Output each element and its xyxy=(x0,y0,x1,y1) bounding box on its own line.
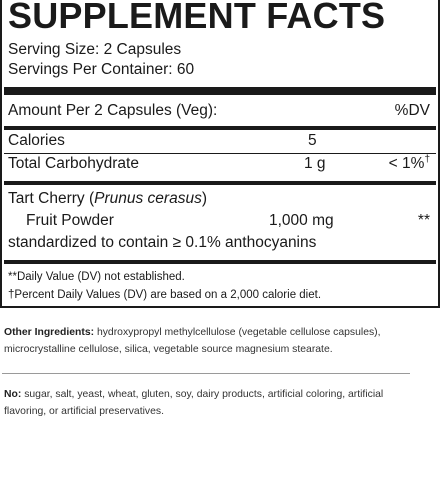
section-divider xyxy=(2,373,410,374)
medium-rule xyxy=(4,126,436,130)
standardization-note: standardized to contain ≥ 0.1% anthocyanins xyxy=(8,234,317,251)
serving-size: Serving Size: 2 Capsules xyxy=(8,41,182,58)
tart-cherry-suffix: ) xyxy=(201,190,207,207)
carbohydrate-label: Total Carbohydrate xyxy=(8,155,139,172)
tart-cherry-latin: Prunus cerasus xyxy=(94,190,202,207)
tart-cherry-name xyxy=(8,189,207,209)
other-ingredients xyxy=(4,324,424,358)
medium-rule-3 xyxy=(4,260,436,264)
free-from-text: sugar, salt, yeast, wheat, gluten, soy, dairy products, artificial coloring, artificial flavoring, or artificial preservatives. xyxy=(4,389,384,417)
dagger-mark: † xyxy=(424,153,430,165)
thick-rule xyxy=(4,87,436,95)
calories-label: Calories xyxy=(8,132,65,149)
servings-per-container: Servings Per Container: 60 xyxy=(8,61,195,78)
tart-cherry-dv: ** xyxy=(417,212,430,229)
carbohydrate-amount: 1 g xyxy=(304,155,326,172)
medium-rule-2 xyxy=(4,181,436,185)
carbohydrate-dv-value: < 1% xyxy=(388,155,425,172)
other-ingredients-label: Other Ingredients: xyxy=(4,327,95,338)
panel-title: SUPPLEMENT FACTS xyxy=(8,0,386,36)
footnote-daily-values: †Percent Daily Values (DV) are based on a 2,000 calorie diet. xyxy=(8,289,322,301)
calories-amount: 5 xyxy=(308,132,317,149)
free-from-list xyxy=(4,386,424,420)
tart-cherry-prefix: Tart Cherry ( xyxy=(8,190,95,207)
fruit-powder-label: Fruit Powder xyxy=(26,212,114,229)
dv-header: %DV xyxy=(394,102,430,119)
carbohydrate-dv xyxy=(389,154,430,174)
footnote-dv-not-established: **Daily Value (DV) not established. xyxy=(8,271,185,283)
free-from-label: No: xyxy=(4,389,22,400)
other-ingredients-text: hydroxypropyl methylcellulose (vegetable cellulose capsules), microcrystalline cellulose, silica, vegetable source magnesium stearate. xyxy=(4,327,381,355)
amount-header: Amount Per 2 Capsules (Veg): xyxy=(8,102,218,119)
tart-cherry-amount: 1,000 mg xyxy=(269,212,334,229)
